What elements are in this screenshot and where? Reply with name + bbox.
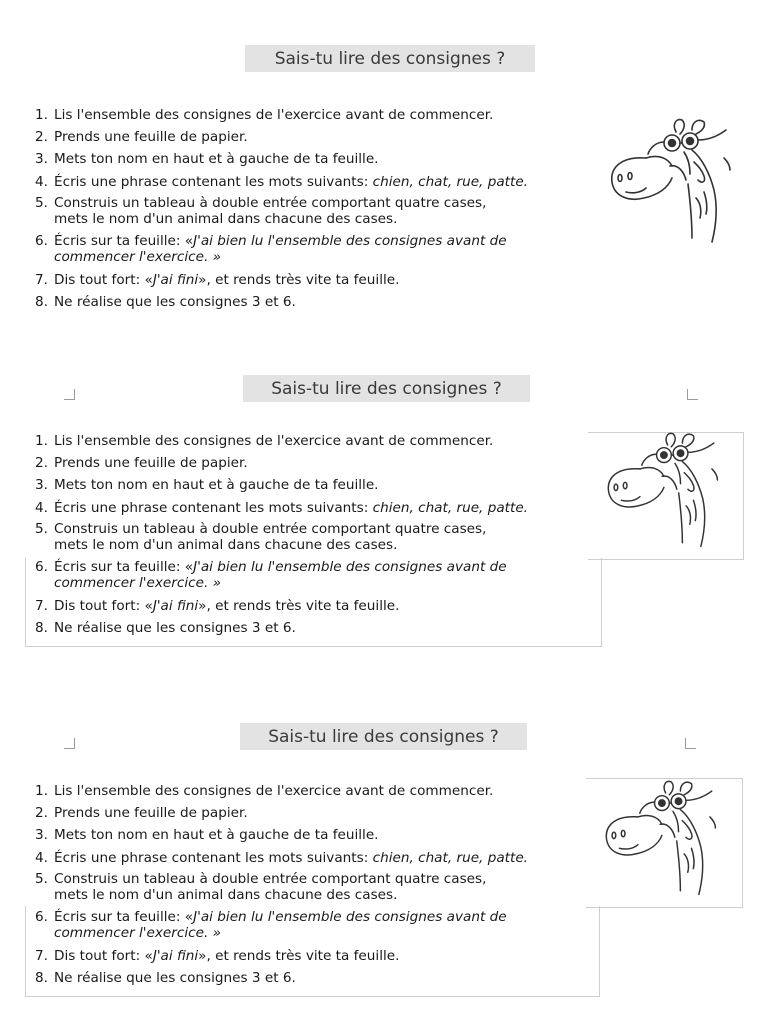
- instruction-list: [35, 780, 635, 989]
- instruction-text: », et rends très vite ta feuille.: [198, 947, 400, 964]
- instruction-item: [35, 617, 635, 639]
- instruction-text: chien, chat, rue, patte.: [372, 173, 529, 190]
- instruction-text: Dis tout fort: «: [54, 271, 153, 288]
- instruction-item: [35, 269, 635, 291]
- instruction-number: 6.: [35, 908, 48, 925]
- instruction-item: [35, 824, 635, 846]
- instruction-text: J'ai bien lu l'ensemble des consignes avant de: [193, 232, 507, 249]
- instruction-continuation: [35, 537, 635, 554]
- instruction-list: [35, 104, 635, 313]
- instruction-text: J'ai fini: [152, 271, 199, 288]
- instruction-text: Écris sur ta feuille: «: [54, 232, 194, 249]
- instruction-number: 2.: [35, 129, 48, 146]
- worksheet-title: [240, 723, 527, 750]
- instruction-number: 7.: [35, 271, 48, 288]
- instruction-item: [35, 231, 635, 269]
- instruction-item: [35, 193, 635, 231]
- instruction-text: », et rends très vite ta feuille.: [198, 271, 400, 288]
- instruction-item: [35, 148, 635, 170]
- instruction-number: 4.: [35, 849, 48, 866]
- instruction-number: 3.: [35, 477, 48, 494]
- instruction-text: commencer l'exercice. »: [54, 575, 221, 592]
- instruction-text: Écris sur ta feuille: «: [54, 908, 194, 925]
- instruction-text: J'ai bien lu l'ensemble des consignes avant de: [193, 908, 507, 925]
- instruction-text: Ne réalise que les consignes 3 et 6.: [54, 620, 296, 637]
- instruction-number: 4.: [35, 173, 48, 190]
- crop-mark: [687, 389, 698, 400]
- instruction-text: Construis un tableau à double entrée comportant quatre cases,: [54, 520, 487, 537]
- instruction-text: Écris une phrase contenant les mots suivants:: [54, 499, 373, 516]
- instruction-text: commencer l'exercice. »: [54, 249, 221, 266]
- instruction-text: Écris sur ta feuille: «: [54, 558, 194, 575]
- instruction-text: Construis un tableau à double entrée comportant quatre cases,: [54, 194, 487, 211]
- cow-illustration-icon: [598, 432, 728, 552]
- instruction-text: Prends une feuille de papier.: [54, 455, 248, 472]
- instruction-number: 5.: [35, 520, 48, 537]
- worksheet-title: [243, 375, 530, 402]
- instruction-number: 7.: [35, 597, 48, 614]
- instruction-item: [35, 967, 635, 989]
- instruction-continuation: [35, 887, 635, 904]
- worksheet-title-text: Sais-tu lire des consignes ?: [271, 378, 502, 399]
- instruction-text: chien, chat, rue, patte.: [372, 499, 529, 516]
- instruction-item: [35, 945, 635, 967]
- instruction-text: Construis un tableau à double entrée comportant quatre cases,: [54, 870, 487, 887]
- instruction-number: 1.: [35, 433, 48, 449]
- instruction-item: [35, 847, 635, 869]
- crop-mark: [685, 738, 696, 749]
- instruction-text: », et rends très vite ta feuille.: [198, 597, 400, 614]
- instruction-text: Prends une feuille de papier.: [54, 129, 248, 146]
- instruction-text: commencer l'exercice. »: [54, 925, 221, 942]
- instruction-item: [35, 907, 635, 945]
- instruction-number: 5.: [35, 194, 48, 211]
- instruction-item: [35, 452, 635, 474]
- instruction-text: Mets ton nom en haut et à gauche de ta feuille.: [54, 827, 379, 844]
- instruction-text: chien, chat, rue, patte.: [372, 849, 529, 866]
- instruction-item: [35, 291, 635, 313]
- instruction-item: [35, 497, 635, 519]
- instruction-text: Mets ton nom en haut et à gauche de ta feuille.: [54, 151, 379, 168]
- instruction-number: 5.: [35, 870, 48, 887]
- instruction-number: 1.: [35, 783, 48, 799]
- instruction-number: 4.: [35, 499, 48, 516]
- instruction-text: J'ai fini: [152, 947, 199, 964]
- instruction-list: [35, 430, 635, 639]
- crop-mark: [64, 389, 75, 400]
- instruction-item: [35, 780, 635, 802]
- instruction-text: J'ai fini: [152, 597, 199, 614]
- instruction-number: 7.: [35, 947, 48, 964]
- instruction-number: 2.: [35, 805, 48, 822]
- instruction-item: [35, 557, 635, 595]
- instruction-text: Ne réalise que les consignes 3 et 6.: [54, 970, 296, 987]
- instruction-continuation: [35, 249, 635, 266]
- instruction-item: [35, 171, 635, 193]
- instruction-text: Dis tout fort: «: [54, 947, 153, 964]
- worksheet-title-text: Sais-tu lire des consignes ?: [268, 726, 499, 747]
- instruction-text: Prends une feuille de papier.: [54, 805, 248, 822]
- crop-mark: [64, 738, 75, 749]
- instruction-item: [35, 595, 635, 617]
- instruction-number: 2.: [35, 455, 48, 472]
- cow-illustration-icon: [606, 118, 736, 248]
- instruction-continuation: [35, 925, 635, 942]
- instruction-continuation: [35, 575, 635, 592]
- instruction-number: 3.: [35, 827, 48, 844]
- instruction-text: Mets ton nom en haut et à gauche de ta feuille.: [54, 477, 379, 494]
- worksheet-title: [245, 45, 535, 72]
- instruction-text: Dis tout fort: «: [54, 597, 153, 614]
- instruction-number: 6.: [35, 558, 48, 575]
- instruction-text: Lis l'ensemble des consignes de l'exercice avant de commencer.: [54, 783, 494, 799]
- cow-illustration-icon: [596, 780, 726, 900]
- instruction-item: [35, 519, 635, 557]
- instruction-item: [35, 430, 635, 452]
- instruction-text: Lis l'ensemble des consignes de l'exercice avant de commencer.: [54, 433, 494, 449]
- instruction-number: 8.: [35, 970, 48, 987]
- instruction-text: J'ai bien lu l'ensemble des consignes avant de: [193, 558, 507, 575]
- instruction-number: 8.: [35, 294, 48, 311]
- instruction-item: [35, 104, 635, 126]
- instruction-text: Ne réalise que les consignes 3 et 6.: [54, 294, 296, 311]
- instruction-item: [35, 869, 635, 907]
- instruction-number: 6.: [35, 232, 48, 249]
- worksheet-title-text: Sais-tu lire des consignes ?: [274, 48, 506, 69]
- instruction-item: [35, 474, 635, 496]
- instruction-number: 8.: [35, 620, 48, 637]
- instruction-text: Écris une phrase contenant les mots suivants:: [54, 849, 373, 866]
- instruction-text: Lis l'ensemble des consignes de l'exercice avant de commencer.: [54, 107, 494, 123]
- instruction-text: mets le nom d'un animal dans chacune des cases.: [54, 887, 398, 904]
- instruction-item: [35, 802, 635, 824]
- instruction-number: 3.: [35, 151, 48, 168]
- instruction-number: 1.: [35, 107, 48, 123]
- instruction-text: Écris une phrase contenant les mots suivants:: [54, 173, 373, 190]
- instruction-continuation: [35, 211, 635, 228]
- instruction-item: [35, 126, 635, 148]
- instruction-text: mets le nom d'un animal dans chacune des cases.: [54, 537, 398, 554]
- instruction-text: mets le nom d'un animal dans chacune des cases.: [54, 211, 398, 228]
